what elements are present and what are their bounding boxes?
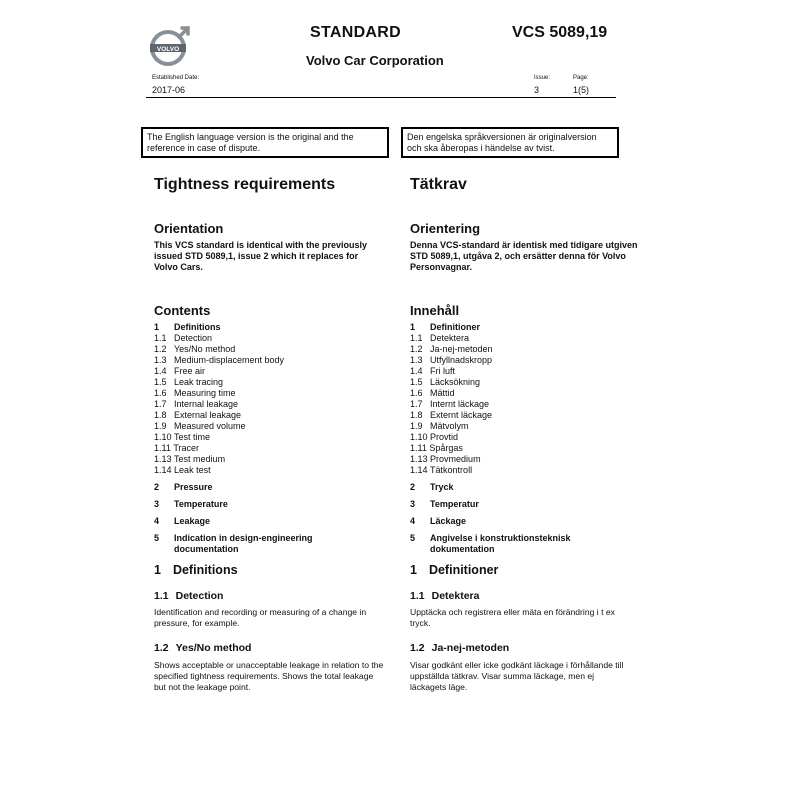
toc-item: 1.14 Tätkontroll: [410, 465, 473, 475]
toc-item: 4 Läckage: [410, 516, 467, 526]
orientation-heading-english: Orientation: [154, 221, 224, 236]
section-1-heading-english: 1 Definitions: [154, 563, 238, 577]
toc-item: 1.7 Internt läckage: [410, 399, 490, 409]
toc-item: 1.10 Test time: [154, 432, 211, 442]
notice-box-english: [141, 127, 389, 158]
orientation-text-swedish: Denna VCS-standard är identisk med tidigare utgiven STD 5089,1, utgåva 2, och ersätter denna för Volvo Personvagnar.: [410, 240, 638, 272]
toc-item: 1.4 Fri luft: [410, 366, 456, 376]
document-code: VCS 5089,19: [512, 24, 608, 41]
toc-item: 1.5 Läcksökning: [410, 377, 481, 387]
toc-item: 5 Angivelse i konstruktionsteknisk dokumentation: [410, 533, 571, 554]
contents-heading-swedish: Innehåll: [410, 303, 460, 318]
toc-item: 1.4 Free air: [154, 366, 206, 376]
section-1-heading-swedish: 1 Definitioner: [410, 563, 499, 577]
toc-item: 1.2 Yes/No method: [154, 344, 236, 354]
section-1-2-text-english: Shows acceptable or unacceptable leakage in relation to the specified tightness requirements. Shows the total leakage but not the leakage point.: [154, 660, 384, 692]
toc-item: 1.13 Provmedium: [410, 454, 481, 464]
corporation-name: Volvo Car Corporation: [306, 53, 444, 68]
toc-item: 1.10 Provtid: [410, 432, 459, 442]
toc-item: 1.9 Mätvolym: [410, 421, 469, 431]
toc-item: 1.1 Detektera: [410, 333, 470, 343]
toc-item: 1.3 Utfyllnadskropp: [410, 355, 493, 365]
toc-item: 1.7 Internal leakage: [154, 399, 239, 409]
orientation-heading-swedish: Orientering: [410, 221, 481, 236]
toc-item: 1.6 Measuring time: [154, 388, 236, 398]
page-label: Page:: [573, 75, 589, 81]
notice-box-swedish: [401, 127, 619, 158]
orientation-text-english: This VCS standard is identical with the previously issued STD 5089,1, issue 2 which it replaces for Volvo Cars.: [154, 240, 368, 272]
section-1-2-heading-swedish: 1.2 Ja-nej-metoden: [410, 642, 510, 654]
toc-item: 1.5 Leak tracing: [154, 377, 224, 387]
issue-label: Issue:: [534, 75, 551, 81]
toc-item: 1.11 Spårgas: [410, 443, 463, 453]
established-value: 2017-06: [152, 85, 186, 95]
toc-item: 4 Leakage: [154, 516, 211, 526]
toc-item: 1.13 Test medium: [154, 454, 226, 464]
section-1-1-heading-english: 1.1 Detection: [154, 590, 224, 602]
standard-label: STANDARD: [310, 24, 401, 41]
toc-item: 2 Tryck: [410, 482, 454, 492]
section-1-1-text-swedish: Upptäcka och registrera eller mäta en förändring i t ex tryck.: [410, 607, 615, 628]
toc-item: 1.11 Tracer: [154, 443, 200, 453]
contents-heading-english: Contents: [154, 303, 211, 318]
toc-item: 2 Pressure: [154, 482, 213, 492]
title-english: Tightness requirements: [154, 176, 336, 193]
toc-item: 1.1 Detection: [154, 333, 213, 343]
toc-item: 1.2 Ja-nej-metoden: [410, 344, 493, 354]
toc-item: 1.14 Leak test: [154, 465, 211, 475]
issue-value: 3: [534, 85, 540, 95]
toc-item: 1.3 Medium-displacement body: [154, 355, 285, 365]
toc-item: 1.9 Measured volume: [154, 421, 246, 431]
toc-item: 1.6 Mättid: [410, 388, 455, 398]
title-swedish: Tätkrav: [410, 176, 467, 193]
toc-item: 5 Indication in design-engineering documentation: [154, 533, 313, 554]
toc-item: 1.8 Externt läckage: [410, 410, 493, 420]
section-1-2-text-swedish: Visar godkänt eller icke godkänt läckage i förhållande till uppställda tätkrav. Visar summa läckage, men ej läckagets läge.: [410, 660, 624, 692]
logo-text: VOLVO: [156, 46, 180, 53]
established-label: Established Date:: [152, 75, 200, 81]
toc-english: [154, 322, 384, 555]
notice-swedish-text: Den engelska språkversionen är originalversion och ska åberopas i händelse av tvist.: [407, 132, 597, 153]
header-divider: [146, 97, 616, 98]
toc-swedish: [410, 322, 640, 555]
toc-item: 1.8 External leakage: [154, 410, 242, 420]
toc-item: 1 Definitions: [154, 322, 221, 332]
toc-item: 3 Temperature: [154, 499, 228, 509]
section-1-1-text-english: Identification and recording or measuring of a change in pressure, for example.: [154, 607, 367, 628]
section-1-1-heading-swedish: 1.1 Detektera: [410, 590, 480, 602]
volvo-logo: [146, 22, 194, 70]
toc-item: 1 Definitioner: [410, 322, 481, 332]
page-value: 1(5): [573, 85, 590, 95]
toc-item: 3 Temperatur: [410, 499, 479, 509]
notice-english-text: The English language version is the original and the reference in case of dispute.: [147, 132, 354, 153]
section-1-2-heading-english: 1.2 Yes/No method: [154, 642, 252, 654]
